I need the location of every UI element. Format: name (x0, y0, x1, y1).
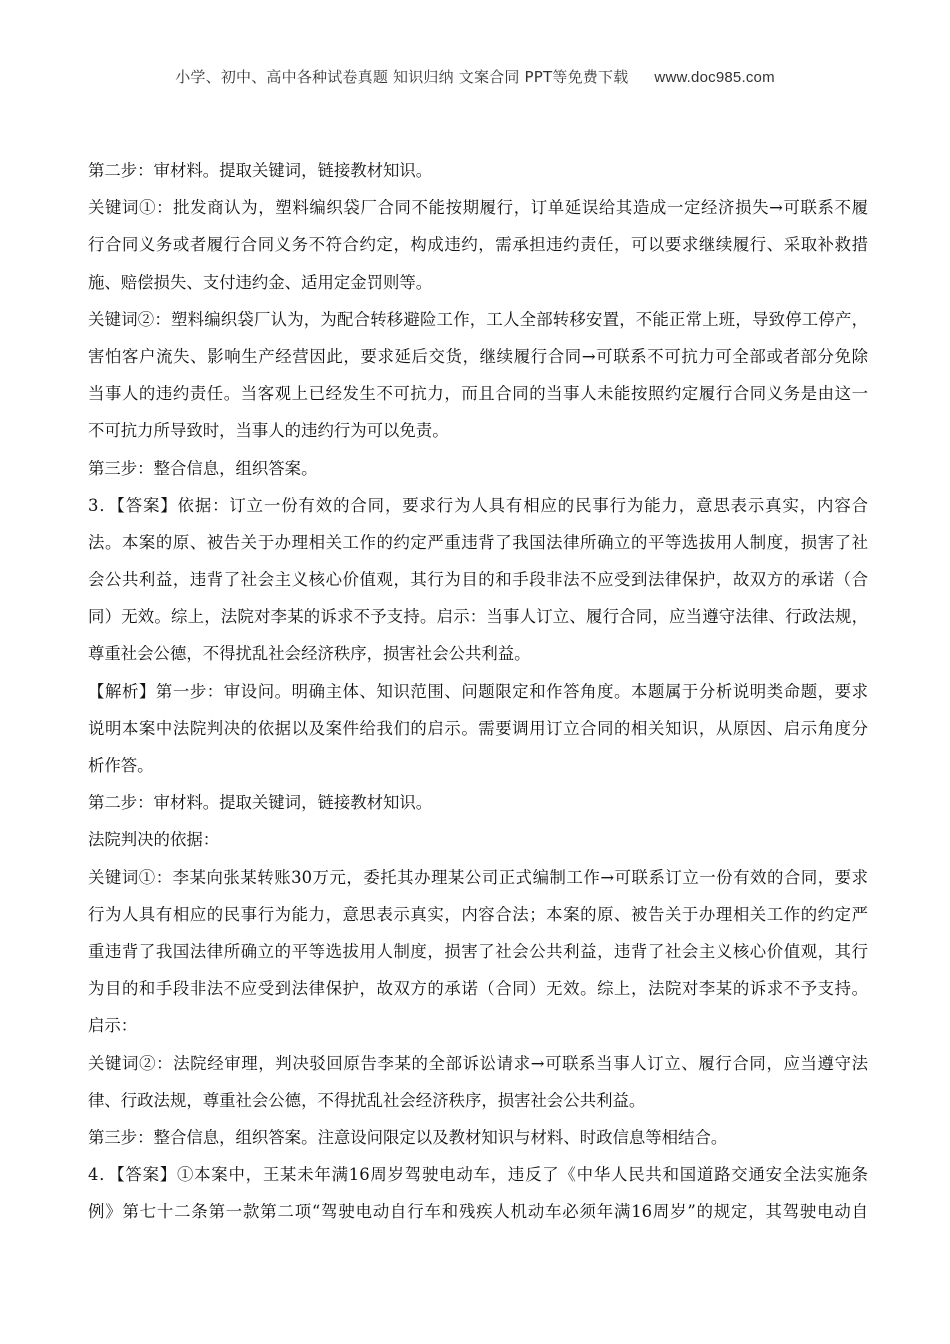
text-line: 尊重社会公德，不得扰乱社会经济秩序，损害社会公共利益。 (88, 644, 531, 664)
text-line: 律、行政法规，尊重社会公德，不得扰乱社会经济秩序，损害社会公共利益。 (88, 1090, 646, 1110)
text-line: 关键词①：李某向张某转账30万元，委托其办理某公司正式编制工作→可联系订立一份有效的合同，要求 (88, 867, 868, 887)
text-line: 行为人具有相应的民事行为能力，意思表示真实，内容合法；本案的原、被告关于办理相关工作的约定严 (88, 904, 868, 924)
text-line: 第二步：审材料。提取关键词，链接教材知识。 (88, 793, 433, 813)
text-line: 同）无效。综上，法院对李某的诉求不予支持。启示：当事人订立、履行合同，应当遵守法律、行政法规， (88, 607, 868, 627)
document-body (88, 152, 868, 1230)
text-line: 例》第七十二条第一款第二项“驾驶电动自行车和残疾人机动车必须年满16周岁”的规定，其驾驶电动自 (88, 1202, 868, 1222)
text-line: 当事人的违约责任。当客观上已经发生不可抗力，而且合同的当事人未能按照约定履行合同义务是由这一 (88, 384, 868, 404)
text-line: 第三步：整合信息，组织答案。 (88, 458, 318, 478)
text-line: 析作答。 (88, 756, 154, 775)
text-line: 法。本案的原、被告关于办理相关工作的约定严重违背了我国法律所确立的平等选拔用人制度，损害了社 (88, 532, 868, 552)
text-line: 为目的和手段非法不应受到法律保护，故双方的承诺（合同）无效。综上，法院对李某的诉求不予支持。 (88, 979, 868, 999)
text-line: 关键词①：批发商认为，塑料编织袋厂合同不能按期履行，订单延误给其造成一定经济损失→可联系不履 (88, 198, 868, 218)
header-site-link[interactable]: www.doc985.com (654, 69, 775, 86)
text-line: 第三步：整合信息，组织答案。注意设问限定以及教材知识与材料、时政信息等相结合。 (88, 1127, 728, 1147)
text-line: 行合同义务或者履行合同义务不符合约定，构成违约，需承担违约责任，可以要求继续履行、采取补救措 (88, 235, 868, 255)
analysis-heading-line: 【解析】第一步：审设问。明确主体、知识范围、问题限定和作答角度。本题属于分析说明类命题，要求 (88, 681, 868, 701)
answer-heading-line: 4．【答案】①本案中，王某未年满16周岁驾驶电动车，违反了《中华人民共和国道路交通安全法实施条 (88, 1165, 868, 1185)
text-line: 会公共利益，违背了社会主义核心价值观，其行为目的和手段非法不应受到法律保护，故双方的承诺（合 (88, 570, 868, 590)
answer-heading-line: 3．【答案】依据：订立一份有效的合同，要求行为人具有相应的民事行为能力，意思表示真实，内容合 (88, 495, 868, 515)
text-line: 害怕客户流失、影响生产经营因此，要求延后交货，继续履行合同→可联系不可抗力可全部或者部分免除 (88, 346, 868, 366)
text-line: 说明本案中法院判决的依据以及案件给我们的启示。需要调用订立合同的相关知识，从原因、启示角度分 (88, 718, 868, 738)
text-line: 不可抗力所导致时，当事人的违约行为可以免责。 (88, 421, 449, 441)
text-line: 第二步：审材料。提取关键词，链接教材知识。 (88, 161, 433, 180)
text-line: 关键词②：法院经审理，判决驳回原告李某的全部诉讼请求→可联系当事人订立、履行合同，应当遵守法 (88, 1053, 868, 1073)
header-text: 小学、初中、高中各种试卷真题 知识归纳 文案合同 PPT等免费下载 (175, 68, 629, 86)
text-line: 法院判决的依据： (88, 830, 220, 850)
text-line: 重违背了我国法律所确立的平等选拔用人制度，损害了社会公共利益，违背了社会主义核心价值观，其行 (88, 941, 868, 961)
text-line: 关键词②：塑料编织袋厂认为，为配合转移避险工作，工人全部转移安置，不能正常上班，导致停工停产， (88, 309, 868, 329)
text-line: 施、赔偿损失、支付违约金、适用定金罚则等。 (88, 272, 433, 292)
text-line: 启示： (88, 1016, 138, 1036)
page-header (0, 66, 950, 87)
